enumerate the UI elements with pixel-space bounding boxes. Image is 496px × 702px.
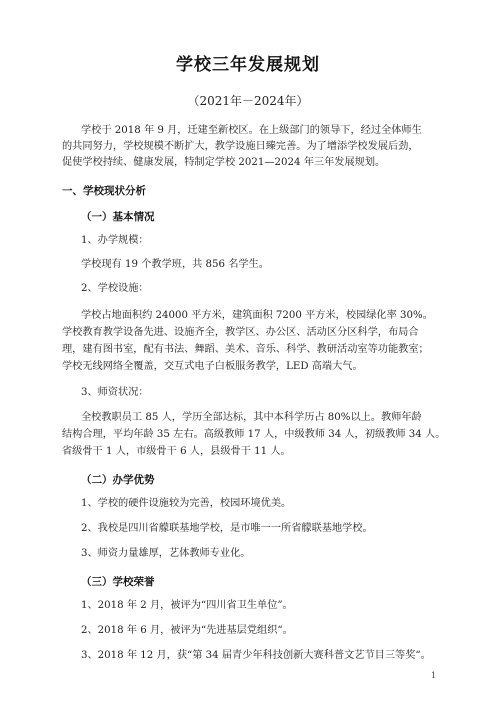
list-item: 1、学校的硬件设施较为完善，校园环境优美。 xyxy=(81,498,292,509)
paragraph-line: 学校占地面积约 24000 平方米，建筑面积 7200 平方米，校园绿化率 30%。 xyxy=(81,310,433,321)
item-label: 2、学校设施： xyxy=(81,283,149,294)
paragraph-line: 学校现有 19 个教学班，共 856 名学生。 xyxy=(81,259,269,270)
list-item: 3、2018 年 12 月，获“第 34 届青少年科技创新大赛科普文艺节目三等奖“。 xyxy=(81,650,431,661)
intro-line: 学校于 2018 年 9 月，迁建至新校区。在上级部门的领导下，经过全体师生 xyxy=(81,125,422,136)
list-item: 1、2018 年 2 月，被评为“四川省卫生单位”。 xyxy=(81,600,293,611)
subsection-heading: （三）学校荣誉 xyxy=(81,576,155,588)
document-title: 学校三年发展规划 xyxy=(176,55,320,75)
document-subtitle: （2021年－2024年） xyxy=(187,94,309,108)
subsection-heading: （二）办学优势 xyxy=(81,474,155,486)
paragraph-line: 结构合理，平均年龄 35 左右。高级教师 17 人，中级教师 34 人，初级教师 34 人。 xyxy=(62,429,446,440)
section-heading: 一、学校现状分析 xyxy=(62,185,146,197)
list-item: 2、我校是四川省艨联基地学校，是市唯一一所省艨联基地学校。 xyxy=(81,523,373,534)
paragraph-line: 省级骨干 1 人，市级骨干 6 人，县级骨干 11 人。 xyxy=(62,446,291,457)
item-label: 3、师资状况： xyxy=(81,387,149,398)
list-item: 2、2018 年 6 月，被评为“先进基层党组织“。 xyxy=(81,625,293,636)
intro-line: 的共同努力，学校规模不断扩大，教学设施日臻完善。为了增添学校发展后劲， xyxy=(62,141,419,152)
paragraph-line: 学校无线网络全覆盖，交互式电子白板服务教学，LED 高端大气。 xyxy=(62,361,363,372)
subsection-heading: （一）基本情况 xyxy=(81,211,155,223)
list-item: 3、师资力量雄厚，艺体教师专业化。 xyxy=(81,548,251,559)
paragraph-line: 学校教育教学设备先进、设施齐全，教学区、办公区、活动区分区科学，布局合 xyxy=(62,327,419,338)
paragraph-line: 理，建有图书室，配有书法、舞蹈、美术、音乐、科学、教研活动室等功能教室； xyxy=(62,344,429,355)
paragraph-line: 全校教职员工 85 人，学历全部达标，其中本科学历占 80%以上。教师年龄 xyxy=(81,412,422,423)
item-label: 1、办学规模： xyxy=(81,235,149,246)
intro-line: 促使学校持续、健康发展，特制定学校 2021—2024 年三年发展规划。 xyxy=(62,157,386,168)
page-number: 1 xyxy=(431,671,437,680)
